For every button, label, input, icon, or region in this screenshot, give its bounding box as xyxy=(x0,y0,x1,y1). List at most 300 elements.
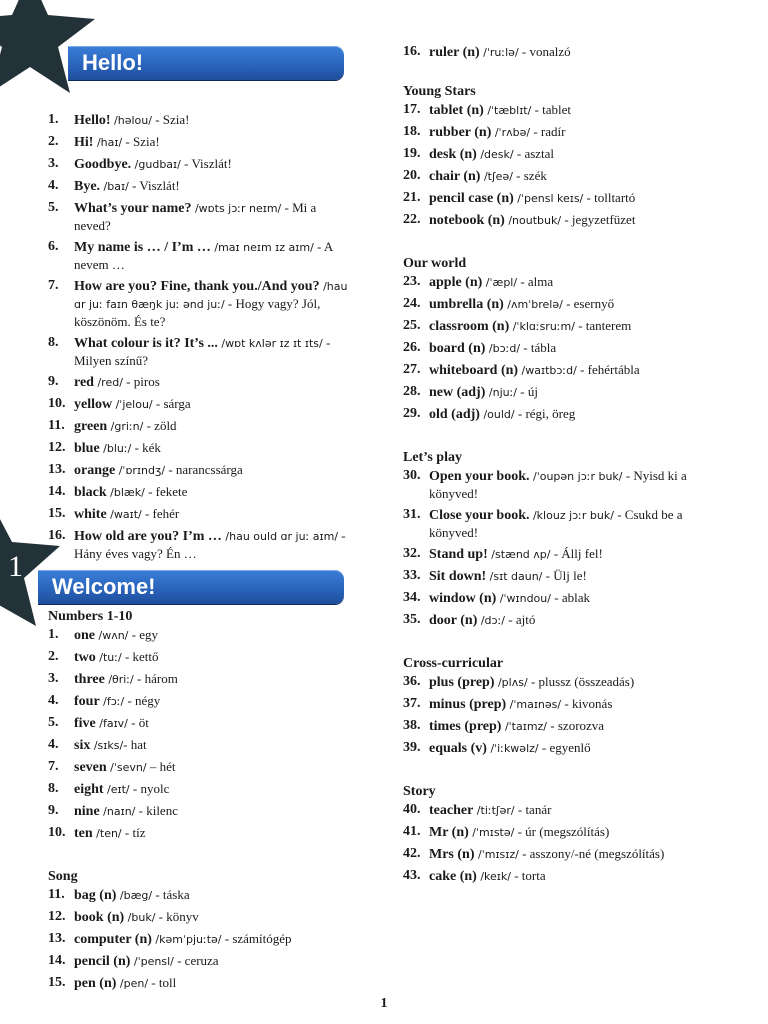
entry-meaning: - kettő xyxy=(121,649,159,664)
entry-number: 6. xyxy=(48,239,59,254)
entry-meaning: - toll xyxy=(148,975,177,990)
vocab-entry xyxy=(48,199,348,234)
welcome-banner-title: Welcome! xyxy=(52,574,156,599)
entry-number: 33. xyxy=(403,568,421,583)
right-column xyxy=(403,43,733,889)
entry-meaning: - radír xyxy=(530,124,566,139)
vocab-entry xyxy=(48,238,348,273)
story-list xyxy=(403,801,733,885)
lets-play-list xyxy=(403,467,733,629)
vocab-entry xyxy=(403,295,733,313)
entry-meaning: - tolltartó xyxy=(583,190,636,205)
entry-number: 2. xyxy=(48,649,59,664)
entry-meaning: - tanterem xyxy=(574,318,632,333)
entry-phonetic: /tiːtʃər/ xyxy=(473,804,515,817)
entry-meaning: - tanár xyxy=(514,802,552,817)
entry-number: 4. xyxy=(48,693,59,708)
entry-number: 9. xyxy=(48,374,59,389)
entry-meaning: - kilenc xyxy=(135,803,178,818)
entry-term: notebook (n) xyxy=(429,213,505,228)
entry-phonetic: /tuː/ xyxy=(95,651,122,664)
entry-term: rubber (n) xyxy=(429,125,492,140)
entry-meaning: - ablak xyxy=(550,590,590,605)
vocab-entry xyxy=(403,317,733,335)
ruler-list xyxy=(403,43,733,61)
vocab-entry xyxy=(403,506,733,541)
entry-phonetic: /stænd ʌp/ xyxy=(487,548,551,561)
entry-meaning: - kék xyxy=(131,440,161,455)
entry-number: 14. xyxy=(48,953,66,968)
song-list xyxy=(48,886,348,992)
entry-number: 5. xyxy=(48,200,59,215)
entry-term: whiteboard (n) xyxy=(429,363,519,378)
vocab-entry xyxy=(403,339,733,357)
entry-number: 1. xyxy=(48,112,59,127)
vocab-entry xyxy=(48,974,348,992)
entry-meaning: - úr (megszólítás) xyxy=(514,824,610,839)
welcome-banner xyxy=(38,570,344,604)
entry-phonetic: /tʃeə/ xyxy=(480,170,513,183)
entry-meaning: - alma xyxy=(517,274,554,289)
entry-number: 9. xyxy=(48,803,59,818)
entry-meaning: - egy xyxy=(128,627,158,642)
entry-meaning: - Nyisd ki a könyved! xyxy=(429,468,687,501)
vocab-entry xyxy=(48,111,348,129)
entry-meaning: - Viszlát! xyxy=(180,156,232,171)
entry-number: 16. xyxy=(48,528,66,543)
entry-meaning: - Ülj le! xyxy=(542,568,587,583)
entry-meaning: - ceruza xyxy=(173,953,219,968)
unit-number: 1 xyxy=(8,550,23,583)
entry-phonetic: /ˈmɪstə/ xyxy=(468,826,515,839)
entry-phonetic: /faɪv/ xyxy=(95,717,128,730)
entry-number: 38. xyxy=(403,718,421,733)
vocab-entry xyxy=(403,545,733,563)
entry-term: Goodbye. xyxy=(74,157,132,172)
entry-phonetic: /ˈruːlə/ xyxy=(479,46,519,59)
page-number: 1 xyxy=(380,996,388,1011)
entry-term: six xyxy=(74,738,91,753)
entry-phonetic: /ˈɒrɪndʒ/ xyxy=(115,464,166,477)
entry-number: 5. xyxy=(48,715,59,730)
numbers-list xyxy=(48,626,348,842)
entry-number: 29. xyxy=(403,406,421,421)
entry-term: What’s your name? xyxy=(74,201,192,216)
entry-meaning: - Csukd be a könyved! xyxy=(429,507,683,540)
entry-number: 25. xyxy=(403,318,421,333)
entry-meaning: - szék xyxy=(512,168,547,183)
our-world-list xyxy=(403,273,733,423)
entry-phonetic: /klouz jɔːr buk/ xyxy=(529,509,614,522)
entry-phonetic: /fɔː/ xyxy=(99,695,125,708)
vocab-entry xyxy=(48,277,348,330)
entry-term: new (adj) xyxy=(429,385,486,400)
entry-meaning: - könyv xyxy=(155,909,199,924)
welcome-section xyxy=(48,608,348,996)
vocab-entry xyxy=(48,952,348,970)
entry-term: door (n) xyxy=(429,613,478,628)
entry-meaning: - táska xyxy=(152,887,190,902)
entry-number: 15. xyxy=(48,506,66,521)
entry-phonetic: /hau ɑr juː faɪn θæŋk juː ənd juː/ xyxy=(74,280,348,311)
entry-term: plus (prep) xyxy=(429,675,495,690)
entry-meaning: - jegyzetfüzet xyxy=(561,212,636,227)
entry-number: 19. xyxy=(403,146,421,161)
entry-number: 43. xyxy=(403,868,421,883)
entry-term: apple (n) xyxy=(429,275,483,290)
entry-number: 26. xyxy=(403,340,421,355)
entry-phonetic: /ˈæpl/ xyxy=(482,276,518,289)
entry-term: Close your book. xyxy=(429,508,530,523)
entry-phonetic: /buk/ xyxy=(124,911,156,924)
entry-meaning: - nyolc xyxy=(129,781,170,796)
vocab-entry xyxy=(48,670,348,688)
entry-term: eight xyxy=(74,782,104,797)
entry-meaning: - tablet xyxy=(531,102,572,117)
entry-phonetic: /red/ xyxy=(93,376,123,389)
entry-meaning: - Hány éves vagy? Én … xyxy=(74,528,346,561)
entry-meaning: - négy xyxy=(124,693,161,708)
young-stars-list xyxy=(403,101,733,229)
entry-number: 3. xyxy=(48,671,59,686)
entry-number: 10. xyxy=(48,825,66,840)
entry-number: 32. xyxy=(403,546,421,561)
entry-number: 31. xyxy=(403,507,421,522)
vocab-entry xyxy=(48,758,348,776)
entry-number: 8. xyxy=(48,335,59,350)
entry-number: 14. xyxy=(48,484,66,499)
entry-term: nine xyxy=(74,804,100,819)
vocab-entry xyxy=(48,802,348,820)
entry-phonetic: /pen/ xyxy=(116,977,149,990)
vocab-entry xyxy=(403,589,733,607)
entry-number: 40. xyxy=(403,802,421,817)
entry-number: 7. xyxy=(48,759,59,774)
entry-number: 37. xyxy=(403,696,421,711)
entry-term: three xyxy=(74,672,105,687)
entry-meaning: - egyenlő xyxy=(538,740,591,755)
entry-number: 3. xyxy=(48,156,59,171)
entry-number: 17. xyxy=(403,102,421,117)
entry-term: cake (n) xyxy=(429,869,477,884)
entry-term: Stand up! xyxy=(429,547,488,562)
entry-phonetic: /gudbaɪ/ xyxy=(131,158,181,171)
entry-number: 27. xyxy=(403,362,421,377)
vocab-entry xyxy=(48,780,348,798)
entry-term: equals (v) xyxy=(429,741,487,756)
entry-term: tablet (n) xyxy=(429,103,484,118)
numbers-heading: Numbers 1-10 xyxy=(48,609,133,624)
entry-phonetic: /naɪn/ xyxy=(99,805,136,818)
entry-term: blue xyxy=(74,441,100,456)
entry-term: Mr (n) xyxy=(429,825,469,840)
entry-meaning: - tíz xyxy=(121,825,146,840)
entry-phonetic: /baɪ/ xyxy=(100,180,129,193)
entry-term: minus (prep) xyxy=(429,697,507,712)
entry-number: 4. xyxy=(48,737,59,752)
entry-number: 12. xyxy=(48,909,66,924)
vocab-entry xyxy=(48,908,348,926)
vocab-entry xyxy=(403,101,733,119)
entry-phonetic: /maɪ neɪm ɪz aɪm/ xyxy=(210,241,314,254)
entry-phonetic: /ˈjelou/ xyxy=(112,398,153,411)
entry-phonetic: /bɔːd/ xyxy=(485,342,521,355)
entry-meaning: – hét xyxy=(146,759,176,774)
entry-phonetic: /waɪtbɔːd/ xyxy=(518,364,577,377)
entry-phonetic: /ˈmɪsɪz/ xyxy=(474,848,519,861)
entry-meaning: - zöld xyxy=(143,418,177,433)
entry-term: white xyxy=(74,507,107,522)
vocab-entry xyxy=(403,717,733,735)
entry-number: 10. xyxy=(48,396,66,411)
entry-meaning: - szorozva xyxy=(547,718,605,733)
entry-term: board (n) xyxy=(429,341,486,356)
entry-number: 15. xyxy=(48,975,66,990)
vocab-entry xyxy=(403,145,733,163)
entry-phonetic: /desk/ xyxy=(476,148,514,161)
vocab-entry xyxy=(48,648,348,666)
entry-meaning: - hat xyxy=(123,737,147,752)
entry-term: pen (n) xyxy=(74,976,117,991)
vocab-entry xyxy=(48,373,348,391)
entry-term: red xyxy=(74,375,94,390)
vocab-entry xyxy=(48,155,348,173)
entry-phonetic: /ˈoupən jɔːr buk/ xyxy=(529,470,623,483)
entry-phonetic: /həlou/ xyxy=(110,114,152,127)
entry-number: 39. xyxy=(403,740,421,755)
entry-number: 41. xyxy=(403,824,421,839)
entry-meaning: - régi, öreg xyxy=(514,406,576,421)
vocab-entry xyxy=(403,123,733,141)
entry-number: 16. xyxy=(403,44,421,59)
entry-meaning: - Hogy vagy? Jól, köszönöm. És te? xyxy=(74,296,321,329)
entry-phonetic: /ˈwɪndou/ xyxy=(496,592,551,605)
entry-meaning: - plussz (összeadás) xyxy=(527,674,635,689)
entry-term: five xyxy=(74,716,96,731)
entry-number: 36. xyxy=(403,674,421,689)
entry-term: desk (n) xyxy=(429,147,477,162)
entry-term: Hello! xyxy=(74,113,111,128)
entry-term: How old are you? I’m … xyxy=(74,529,222,544)
vocab-entry xyxy=(403,801,733,819)
vocab-entry xyxy=(403,695,733,713)
entry-term: umbrella (n) xyxy=(429,297,504,312)
hello-banner-title: Hello! xyxy=(82,50,144,75)
entry-number: 30. xyxy=(403,468,421,483)
vocab-entry xyxy=(403,167,733,185)
entry-term: book (n) xyxy=(74,910,125,925)
entry-term: seven xyxy=(74,760,107,775)
entry-phonetic: /ˈrʌbə/ xyxy=(491,126,531,139)
vocab-entry xyxy=(48,439,348,457)
entry-meaning: - Milyen színű? xyxy=(74,335,331,368)
entry-number: 42. xyxy=(403,846,421,861)
vocab-entry xyxy=(403,867,733,885)
entry-number: 2. xyxy=(48,134,59,149)
vocab-entry xyxy=(48,930,348,948)
entry-meaning: - Viszlát! xyxy=(128,178,180,193)
entry-phonetic: /blæk/ xyxy=(106,486,145,499)
entry-meaning: - torta xyxy=(510,868,546,883)
vocab-entry xyxy=(403,43,733,61)
entry-phonetic: /ˈtaɪmz/ xyxy=(501,720,548,733)
entry-phonetic: /ˈmaɪnəs/ xyxy=(506,698,562,711)
entry-meaning: - sárga xyxy=(152,396,191,411)
entry-meaning: - Mi a neved? xyxy=(74,200,317,233)
vocab-entry xyxy=(48,714,348,732)
entry-meaning: - narancssárga xyxy=(165,462,243,477)
entry-term: bag (n) xyxy=(74,888,117,903)
entry-phonetic: /θriː/ xyxy=(104,673,134,686)
entry-term: Bye. xyxy=(74,179,101,194)
entry-number: 21. xyxy=(403,190,421,205)
entry-term: computer (n) xyxy=(74,932,152,947)
entry-term: chair (n) xyxy=(429,169,481,184)
entry-meaning: - új xyxy=(517,384,538,399)
entry-term: teacher xyxy=(429,803,474,818)
entry-number: 23. xyxy=(403,274,421,289)
entry-phonetic: /kəmˈpjuːtə/ xyxy=(151,933,222,946)
entry-meaning: - Szia! xyxy=(122,134,160,149)
entry-phonetic: /njuː/ xyxy=(485,386,518,399)
entry-meaning: - három xyxy=(133,671,178,686)
hello-list xyxy=(48,111,348,566)
entry-phonetic: /ˈsevn/ xyxy=(106,761,147,774)
entry-phonetic: /sɪt daun/ xyxy=(486,570,543,583)
entry-term: old (adj) xyxy=(429,407,480,422)
vocab-entry xyxy=(48,483,348,501)
entry-meaning: - öt xyxy=(127,715,149,730)
vocab-entry xyxy=(403,823,733,841)
story-heading: Story xyxy=(403,784,436,799)
entry-phonetic: /haɪ/ xyxy=(93,136,123,149)
cross-curricular-list xyxy=(403,673,733,757)
entry-number: 7. xyxy=(48,278,59,293)
entry-term: orange xyxy=(74,463,116,478)
entry-meaning: - ajtó xyxy=(505,612,536,627)
entry-phonetic: /sɪks/ xyxy=(90,739,124,752)
entry-term: black xyxy=(74,485,107,500)
entry-meaning: - asztal xyxy=(513,146,555,161)
entry-term: pencil (n) xyxy=(74,954,131,969)
vocab-entry xyxy=(48,133,348,151)
vocab-entry xyxy=(48,886,348,904)
entry-term: How are you? Fine, thank you./And you? xyxy=(74,279,320,294)
vocab-entry xyxy=(403,361,733,379)
entry-number: 18. xyxy=(403,124,421,139)
lets-play-heading: Let’s play xyxy=(403,450,462,465)
entry-phonetic: /noutbuk/ xyxy=(504,214,562,227)
vocab-entry xyxy=(48,692,348,710)
entry-term: pencil case (n) xyxy=(429,191,514,206)
entry-phonetic: /ˈtæblɪt/ xyxy=(483,104,532,117)
entry-number: 13. xyxy=(48,462,66,477)
vocab-entry xyxy=(403,383,733,401)
entry-term: green xyxy=(74,419,108,434)
young-stars-heading: Young Stars xyxy=(403,84,476,99)
entry-phonetic: /ʌmˈbrelə/ xyxy=(503,298,563,311)
entry-meaning: - tábla xyxy=(520,340,557,355)
entry-term: two xyxy=(74,650,96,665)
entry-term: four xyxy=(74,694,100,709)
entry-phonetic: /ˈpensl/ xyxy=(130,955,174,968)
entry-term: ten xyxy=(74,826,93,841)
entry-phonetic: /eɪt/ xyxy=(103,783,130,796)
song-heading: Song xyxy=(48,869,78,884)
entry-number: 11. xyxy=(48,418,65,433)
vocab-entry xyxy=(48,736,348,754)
entry-number: 28. xyxy=(403,384,421,399)
entry-number: 20. xyxy=(403,168,421,183)
entry-meaning: - fekete xyxy=(144,484,188,499)
entry-phonetic: /ˈpensl keɪs/ xyxy=(513,192,584,205)
cross-curricular-heading: Cross-curricular xyxy=(403,656,504,671)
entry-term: What colour is it? It’s ... xyxy=(74,336,218,351)
entry-number: 34. xyxy=(403,590,421,605)
vocab-entry xyxy=(48,461,348,479)
our-world-heading: Our world xyxy=(403,256,467,271)
entry-phonetic: /griːn/ xyxy=(107,420,144,433)
entry-term: times (prep) xyxy=(429,719,502,734)
entry-term: window (n) xyxy=(429,591,497,606)
entry-term: Mrs (n) xyxy=(429,847,475,862)
entry-meaning: - vonalzó xyxy=(518,44,571,59)
entry-term: Sit down! xyxy=(429,569,487,584)
entry-term: My name is … / I’m … xyxy=(74,240,211,255)
entry-meaning: - kivonás xyxy=(561,696,613,711)
vocab-entry xyxy=(403,189,733,207)
vocab-entry xyxy=(48,395,348,413)
entry-number: 11. xyxy=(48,887,65,902)
vocab-entry xyxy=(403,845,733,863)
entry-number: 24. xyxy=(403,296,421,311)
entry-phonetic: /ould/ xyxy=(479,408,515,421)
entry-phonetic: /plʌs/ xyxy=(494,676,528,689)
entry-meaning: - Szia! xyxy=(151,112,190,127)
vocab-entry xyxy=(403,673,733,691)
entry-phonetic: /ˈiːkwəlz/ xyxy=(486,742,539,755)
vocab-entry xyxy=(48,824,348,842)
entry-term: Hi! xyxy=(74,135,94,150)
entry-phonetic: /wʌn/ xyxy=(95,629,129,642)
entry-number: 35. xyxy=(403,612,421,627)
entry-meaning: - asszony/-né (megszólítás) xyxy=(518,846,665,861)
hello-banner xyxy=(68,46,344,80)
entry-number: 22. xyxy=(403,212,421,227)
entry-meaning: - fehértábla xyxy=(576,362,640,377)
entry-phonetic: /waɪt/ xyxy=(106,508,142,521)
entry-term: one xyxy=(74,628,95,643)
entry-number: 1. xyxy=(48,627,59,642)
vocab-entry xyxy=(403,467,733,502)
entry-term: yellow xyxy=(74,397,113,412)
entry-phonetic: /hau ould ɑr juː aɪm/ xyxy=(221,530,339,543)
entry-term: ruler (n) xyxy=(429,45,480,60)
vocab-entry xyxy=(403,211,733,229)
vocab-entry xyxy=(403,611,733,629)
entry-meaning: - piros xyxy=(122,374,160,389)
entry-phonetic: /ˈklɑːsruːm/ xyxy=(509,320,575,333)
entry-meaning: - A nevem … xyxy=(74,239,333,272)
vocab-entry xyxy=(48,626,348,644)
entry-phonetic: /dɔː/ xyxy=(477,614,505,627)
vocab-entry xyxy=(403,567,733,585)
vocab-entry xyxy=(48,177,348,195)
entry-phonetic: /bæg/ xyxy=(116,889,153,902)
entry-meaning: - fehér xyxy=(141,506,180,521)
vocab-entry xyxy=(403,405,733,423)
vocab-entry xyxy=(403,273,733,291)
